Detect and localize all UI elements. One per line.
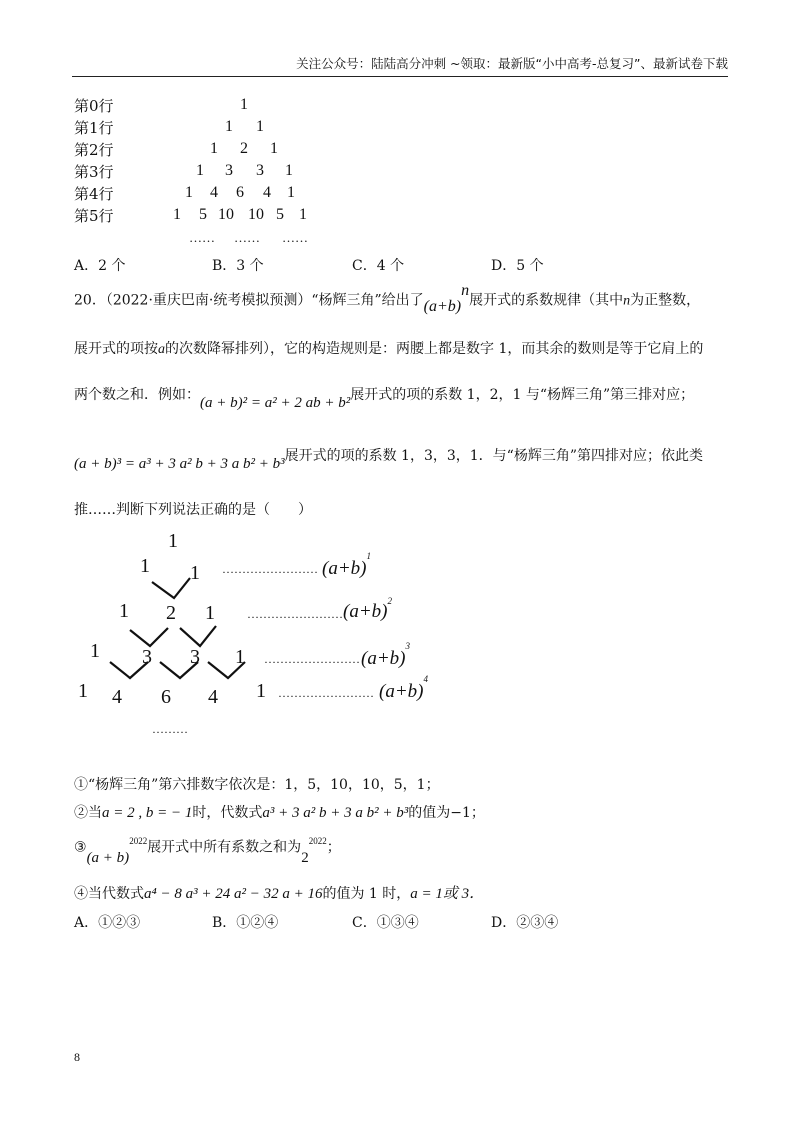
row-label: 第2行 [74, 141, 114, 159]
expansion-label: $(a+b)^3$ [361, 640, 410, 669]
q20-intro: 20．（2022·重庆巴南·统考模拟预测）“杨辉三角”给出了 [74, 292, 424, 309]
figure-number: 1 [90, 640, 100, 662]
option-c: C．4 个 [352, 258, 405, 274]
triangle-number: 1 [240, 96, 248, 113]
exponent: 2022 [129, 836, 148, 846]
text: 的值为 1 时， [322, 886, 411, 902]
expression: (a + b)³ = a³ + 3 a² b + 3 a b² + b³ [74, 456, 285, 472]
statement-3 [74, 833, 341, 866]
text: 两个数之和．例如： [74, 387, 200, 403]
triangle-number: 1 [196, 162, 204, 179]
triangle-number: 1 [287, 184, 295, 201]
continuation-dots: ……… [152, 722, 188, 736]
option-c: C．①③④ [352, 915, 419, 931]
triangle-number: 1 [185, 184, 193, 201]
leader-dots: …………………… [222, 562, 318, 576]
text: 的值为−1； [408, 805, 485, 821]
figure-number: 1 [168, 530, 178, 552]
expression: a = 1或 3． [410, 886, 485, 902]
expression: (a + b)² = a² + 2 ab + b² [200, 395, 351, 411]
figure-number: 1 [78, 680, 88, 702]
base: 2 [301, 849, 309, 866]
leader-dots: …………………… [264, 652, 360, 666]
figure-number: 1 [190, 562, 200, 584]
triangle-number: 3 [225, 162, 233, 179]
row-label: 第3行 [74, 163, 114, 181]
text: 展开式的项的系数 1，2，1 与“杨辉三角”第三排对应； [350, 387, 695, 403]
leader-dots: …………………… [278, 686, 374, 700]
triangle-number: 6 [236, 184, 244, 201]
variable: n [623, 293, 631, 309]
text: ④当代数式 [74, 886, 144, 902]
text: ； [326, 839, 341, 856]
text: 的次数降幂排列），它的构造规则是：两腰上都是数字 1，而其余的数则是等于它肩上的 [165, 341, 704, 357]
continuation-dots: …… [282, 230, 308, 245]
text: ③ [74, 839, 87, 856]
triangle-number: 1 [270, 140, 278, 157]
triangle-number: 10 [248, 206, 264, 223]
triangle-number: 1 [210, 140, 218, 157]
q20-intro-cont: 展开式的系数规律（其中 [469, 292, 624, 309]
exponent: n [461, 282, 470, 299]
triangle-number: 5 [276, 206, 284, 223]
text: 展开式的项按 [74, 341, 158, 357]
leader-dots: …………………… [247, 607, 343, 621]
option-d: D．5 个 [491, 258, 544, 274]
triangle-number: 1 [285, 162, 293, 179]
header-text: 关注公众号：陆陆高分冲刺 ~领取：最新版“小中高考-总复习”、最新试卷下载 [296, 56, 728, 71]
option-b: B．3 个 [212, 258, 264, 274]
variable: a [158, 342, 165, 357]
figure-number: 1 [256, 680, 266, 702]
expression: a = 2 , b = − 1 [102, 805, 193, 821]
figure-number: 4 [112, 686, 122, 708]
triangle-number: 1 [256, 118, 264, 135]
figure-number: 1 [140, 555, 150, 577]
figure-number: 3 [142, 646, 152, 668]
option-a: A．①②③ [74, 915, 141, 931]
triangle-number: 1 [225, 118, 233, 135]
option-b: B．①②④ [212, 915, 279, 931]
triangle-number: 4 [210, 184, 218, 201]
statement-2 [74, 803, 485, 823]
text: 展开式中所有系数之和为 [147, 839, 302, 856]
text: 展开式的项的系数 1，3，3，1．与“杨辉三角”第四排对应；依此类 [284, 448, 703, 464]
figure-number: 6 [161, 686, 171, 708]
expression: a³ + 3 a² b + 3 a b² + b³ [262, 805, 409, 821]
option-d: D．②③④ [491, 915, 559, 931]
text: ②当 [74, 805, 102, 821]
figure-number: 1 [119, 600, 129, 622]
figure-number: 1 [205, 602, 215, 624]
triangle-number: 2 [240, 140, 248, 157]
triangle-number: 4 [263, 184, 271, 201]
triangle-number: 5 [199, 206, 207, 223]
option-a: A．2 个 [74, 258, 126, 274]
triangle-number: 10 [218, 206, 234, 223]
expansion-label: $(a+b)^1$ [322, 550, 371, 579]
expression: a⁴ − 8 a³ + 24 a² − 32 a + 16 [144, 886, 323, 902]
figure-number: 1 [235, 646, 245, 668]
row-label: 第0行 [74, 97, 114, 115]
row-label: 第5行 [74, 207, 114, 225]
q20-line-5: 推……判断下列说法正确的是（ ） [74, 502, 312, 518]
expansion-label: $(a+b)^2$ [343, 595, 392, 622]
triangle-number: 1 [173, 206, 181, 223]
row-label: 第4行 [74, 185, 114, 203]
text: 时，代数式 [192, 805, 263, 821]
continuation-dots: …… [189, 230, 215, 245]
exponent: 2022 [308, 836, 327, 846]
figure-number: 4 [208, 686, 218, 708]
continuation-dots: …… [234, 230, 260, 245]
statement-1: ①“杨辉三角”第六排数字依次是：1，5，10，10，5，1； [74, 777, 440, 793]
expansion-label: $(a+b)^4$ [379, 673, 428, 702]
page-number: 8 [74, 1050, 80, 1064]
row-label: 第1行 [74, 119, 114, 137]
triangle-number: 1 [299, 206, 307, 223]
figure-number: 2 [166, 602, 176, 624]
statement-4 [74, 884, 484, 904]
q20-intro-end: 为正整数， [630, 292, 701, 309]
triangle-number: 3 [256, 162, 264, 179]
figure-number: 3 [190, 646, 200, 668]
expression: (a+b) [423, 297, 462, 315]
expression: (a + b) [86, 849, 130, 866]
